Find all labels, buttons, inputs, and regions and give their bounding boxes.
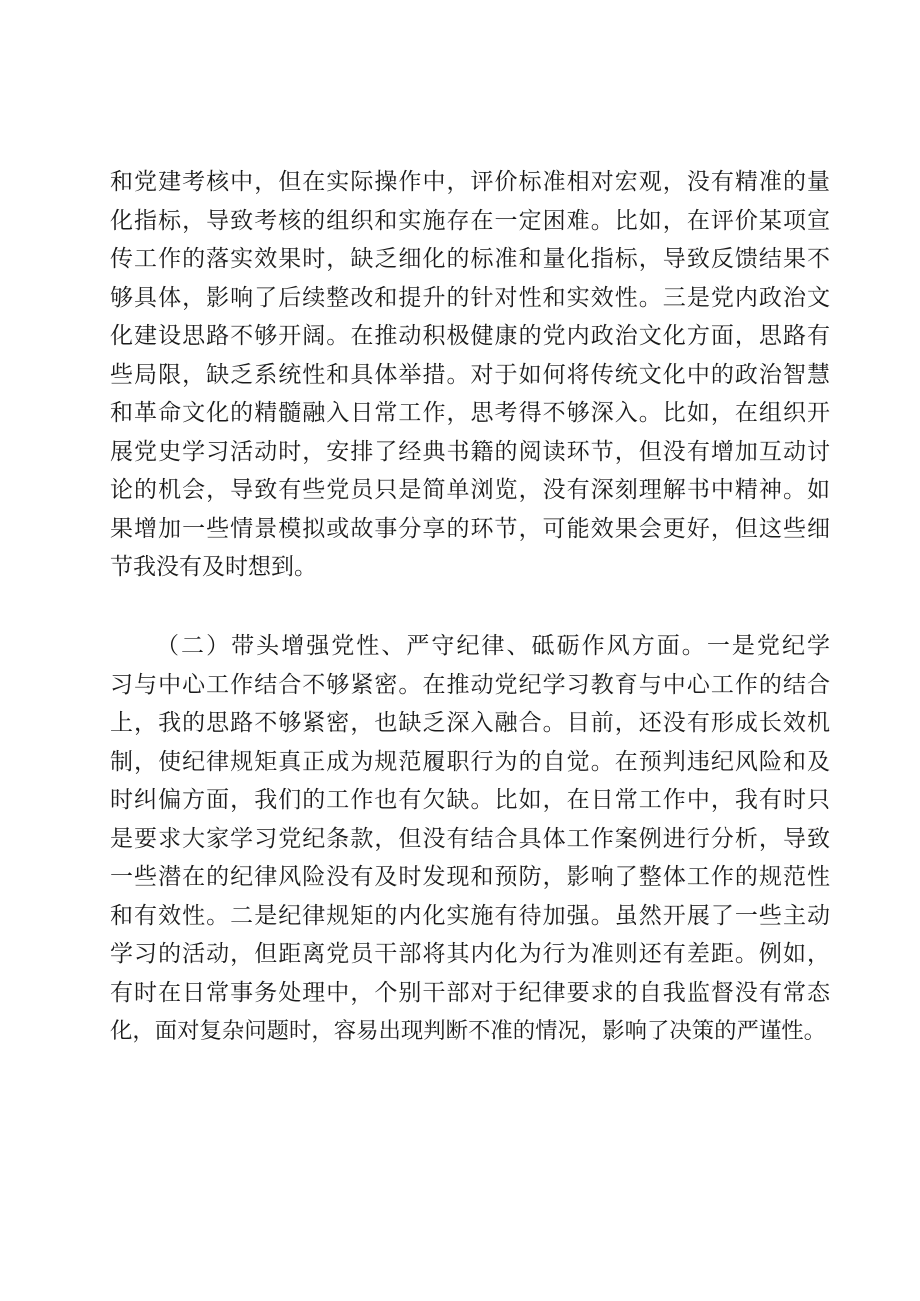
- paragraph-line: 制，使纪律规矩真正成为规范履职行为的自觉。在预判违纪风险和及: [110, 748, 830, 775]
- paragraph-line: 化指标，导致考核的组织和实施存在一定困难。比如，在评价某项宣: [110, 207, 830, 234]
- paragraph-line: 展党史学习活动时，安排了经典书籍的阅读环节，但没有增加互动讨: [110, 438, 830, 465]
- paragraph-line: 学习的活动，但距离党员干部将其内化为行为准则还有差距。例如，: [110, 941, 830, 967]
- paragraph-line: （二）带头增强党性、严守纪律、砥砺作风方面。一是党纪学: [156, 633, 830, 659]
- paragraph-line: 够具体，影响了后续整改和提升的针对性和实效性。三是党内政治文: [110, 284, 830, 311]
- paragraph-line: 论的机会，导致有些党员只是简单浏览，没有深刻理解书中精神。如: [110, 477, 830, 503]
- paragraph-line: 和党建考核中，但在实际操作中，评价标准相对宏观，没有精准的量: [110, 169, 830, 195]
- paragraph-line: 时纠偏方面，我们的工作也有欠缺。比如，在日常工作中，我有时只: [110, 787, 830, 813]
- paragraph-line: 习与中心工作结合不够紧密。在推动党纪学习教育与中心工作的结合: [110, 671, 830, 698]
- paragraph-1: [110, 163, 830, 587]
- paragraph-line: 节我没有及时想到。: [110, 554, 317, 580]
- paragraph-line: 传工作的落实效果时，缺乏细化的标准和量化指标，导致反馈结果不: [110, 246, 830, 272]
- paragraph-line: 和有效性。二是纪律规矩的内化实施有待加强。虽然开展了一些主动: [110, 902, 830, 929]
- paragraph-line: 上，我的思路不够紧密，也缺乏深入融合。目前，还没有形成长效机: [110, 710, 830, 736]
- paragraph-line: 化建设思路不够开阔。在推动积极健康的党内政治文化方面，思路有: [110, 323, 830, 349]
- paragraph-2: [110, 627, 830, 1051]
- paragraph-line: 化，面对复杂问题时，容易出现判断不准的情况，影响了决策的严谨性。: [110, 1018, 827, 1044]
- paragraph-line: 一些潜在的纪律风险没有及时发现和预防，影响了整体工作的规范性: [110, 864, 830, 890]
- paragraph-line: 和革命文化的精髓融入日常工作，思考得不够深入。比如，在组织开: [110, 400, 830, 426]
- paragraph-line: 些局限，缺乏系统性和具体举措。对于如何将传统文化中的政治智慧: [110, 361, 830, 388]
- paragraph-line: 是要求大家学习党纪条款，但没有结合具体工作案例进行分析，导致: [110, 825, 830, 852]
- paragraph-line: 果增加一些情景模拟或故事分享的环节，可能效果会更好，但这些细: [110, 515, 830, 542]
- paragraph-line: 有时在日常事务处理中，个别干部对于纪律要求的自我监督没有常态: [110, 979, 830, 1006]
